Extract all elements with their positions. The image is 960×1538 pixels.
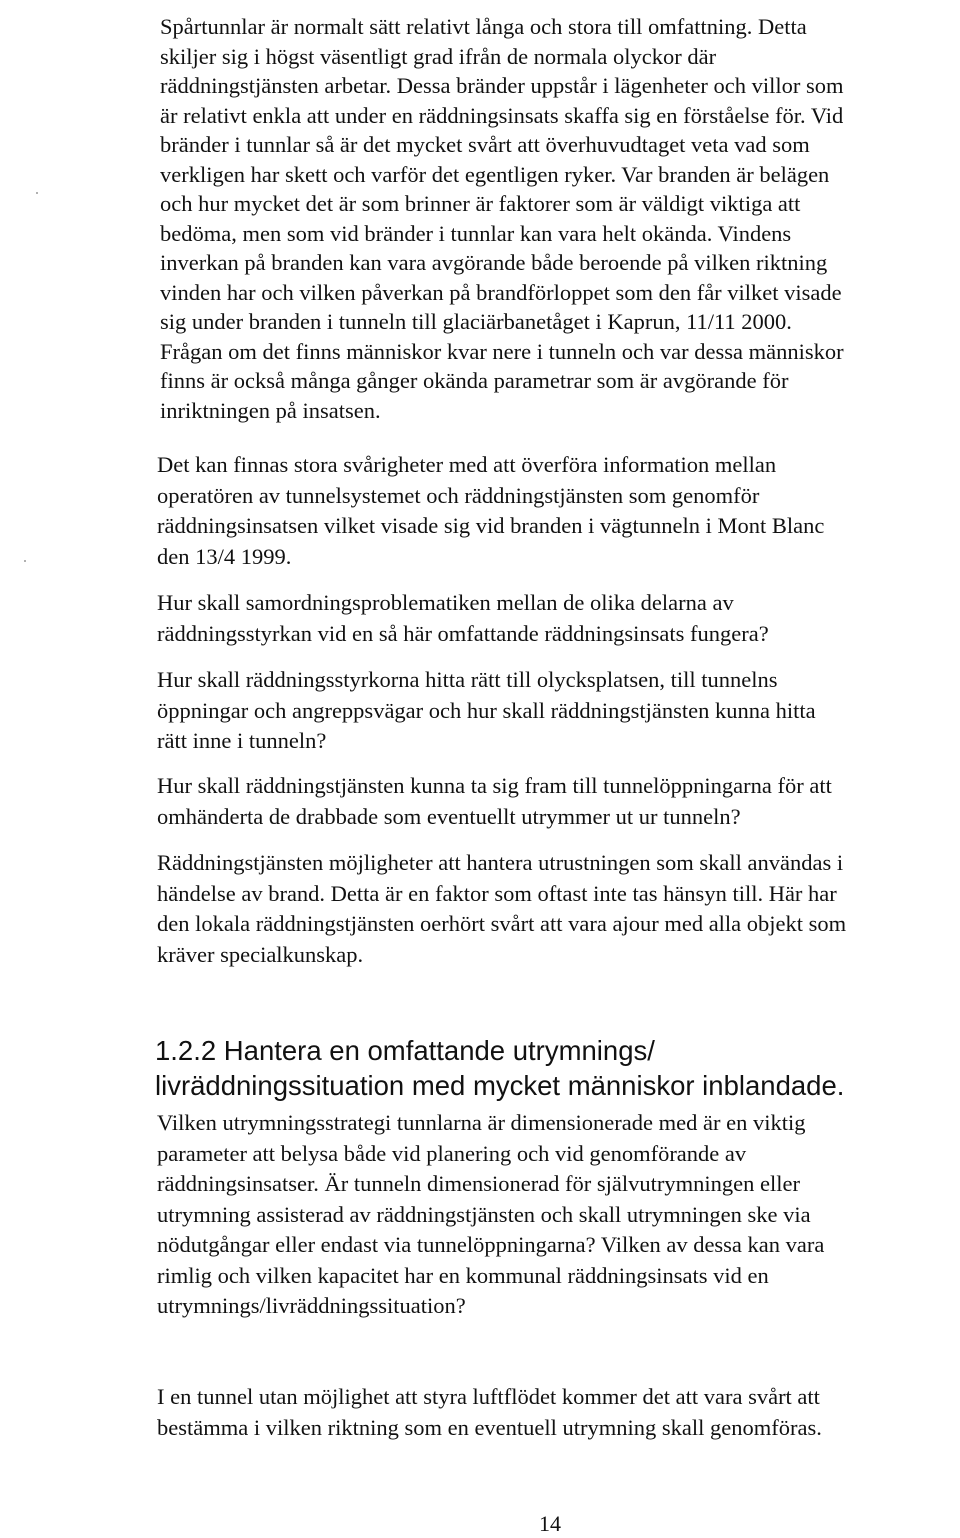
paragraph-equipment: Räddningstjänsten möjligheter att hantera utrustningen som skall användas i händelse av brand. Detta är en faktor som oftast inte tas hänsyn till. Här har den lokala räddningstjänsten oerhört svårt att vara ajour med alla objekt som kräver specialkunskap.: [157, 850, 847, 967]
paragraph-evacuation-strategy: Vilken utrymningsstrategi tunnlarna är dimensionerade med är en viktig parameter att belysa både vid planering och vid genomförande av räddningsinsatser. Är tunneln dimensionerad för självutrymningen eller utrymning assisterad av räddningstjänsten och skall utrymningen ske via nödutgångar eller endast via tunnelöppningarna? Vilken av dessa kan vara rimlig och vilken kapacitet har en kommunal räddningsinsats vid en utrymnings/livräddningssituation?: [157, 1110, 825, 1318]
scan-speck: [24, 560, 26, 562]
paragraph-coordination-question: Hur skall samordningsproblematiken mellan de olika delarna av räddningsstyrkan vid en så här omfattande räddningsinsats fungera?: [157, 590, 769, 646]
scan-speck: [36, 192, 38, 194]
paragraph-navigation-question: Hur skall räddningsstyrkorna hitta rätt till olycksplatsen, till tunnelns öppningar och angreppsvägar och hur skall räddningstjänsten kunna hitta rätt inne i tunneln?: [157, 667, 816, 753]
paragraph-information-transfer: Det kan finnas stora svårigheter med att överföra information mellan operatören av tunnelsystemet och räddningstjänsten som genomför räddningsinsatsen vilket visade sig vid branden i vägtunneln i Mont Blanc den 13/4 1999.: [157, 452, 825, 569]
paragraph-rail-tunnels: Spårtunnlar är normalt sätt relativt långa och stora till omfattning. Detta skiljer sig i högst väsentligt grad ifrån de normala olyckor där räddningstjänsten arbetar. Dessa bränder uppstår i lägenheter och villor som är relativt enkla att under en räddningsinsats skaffa sig en förståelse för. Vid bränder i tunnlar så är det mycket svårt att överhuvudtaget veta vad som verkligen har skett och varför det egentligen ryker. Var branden är belägen och hur mycket det är som brinner är faktorer som är väldigt viktiga att bedöma, men som vid bränder i tunnlar kan vara helt okända. Vindens inverkan på branden kan vara avgörande både beroende på vilken riktning vinden har och vilken påverkan på brandförloppet som den får vilket visade sig under branden i tunneln till glaciärbanetåget i Kaprun, 11/11 2000. Frågan om det finns människor kvar nere i tunneln och var dessa människor finns är också många gånger okända parametrar som är avgörande för inriktningen på insatsen.: [160, 14, 844, 423]
paragraph-airflow: I en tunnel utan möjlighet att styra luftflödet kommer det att vara svårt att bestämma i vilken riktning som en eventuell utrymning skall genomföras.: [157, 1384, 822, 1440]
section-heading: 1.2.2 Hantera en omfattande utrymnings/ livräddningssituation med mycket människor inblandade.: [155, 1035, 845, 1101]
paragraph-access-question: Hur skall räddningstjänsten kunna ta sig fram till tunnelöppningarna för att omhänderta de drabbade som eventuellt utrymmer ut ur tunneln?: [157, 773, 832, 829]
page-number: 14: [539, 1511, 561, 1536]
